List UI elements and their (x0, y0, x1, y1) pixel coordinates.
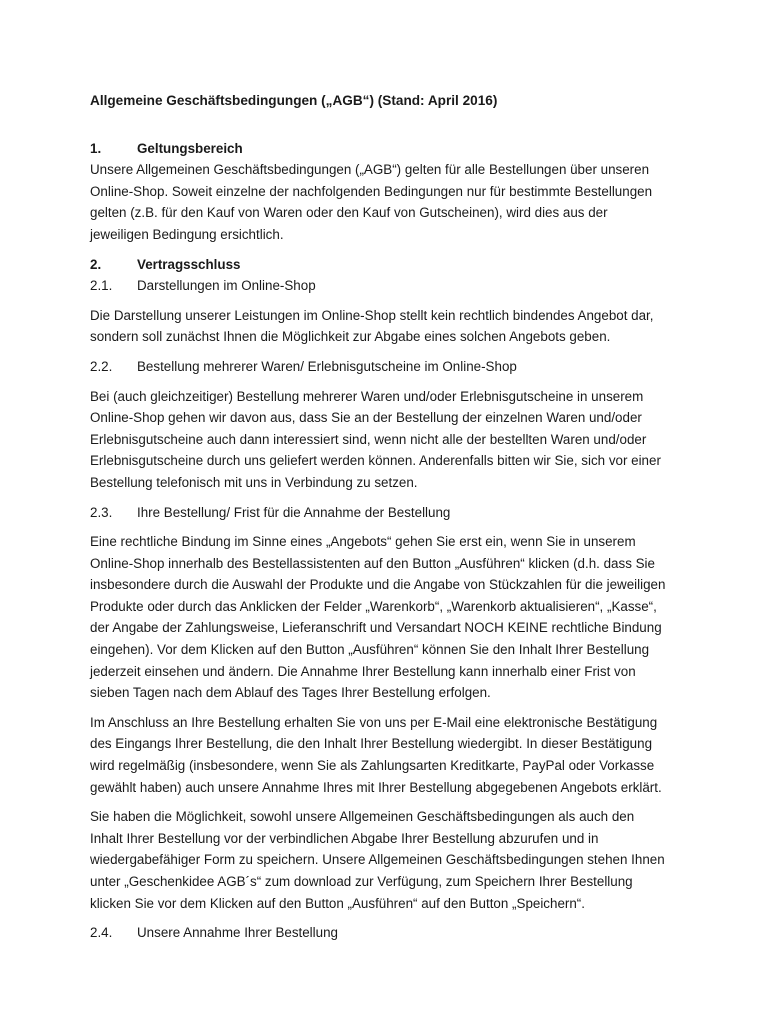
text-line: jeweiligen Bedingung ersichtlich. (90, 226, 284, 242)
text-line: jederzeit einsehen und ändern. Die Annahme Ihrer Bestellung kann innerhalb einer Frist von (90, 663, 636, 679)
text-line: Eine rechtliche Bindung im Sinne eines „Angebots“ gehen Sie erst ein, wenn Sie in unserem (90, 534, 636, 550)
section-1-title: Geltungsbereich (137, 140, 243, 156)
subsection-2-1-title: Darstellungen im Online-Shop (137, 278, 316, 294)
text-line: wiedergabefähiger Form zu speichern. Unsere Allgemeinen Geschäftsbedingungen stehen Ihnen (90, 852, 665, 868)
subsection-2-4-heading (90, 922, 690, 944)
text-line: gelten (z.B. für den Kauf von Waren oder den Kauf von Gutscheinen), wird dies aus der (90, 205, 608, 221)
text-line: Unsere Allgemeinen Geschäftsbedingungen („AGB“) gelten für alle Bestellungen über unseren (90, 162, 650, 178)
section-1-number: 1. (90, 140, 102, 156)
text-line: Bestellung telefonisch mit uns in Verbindung zu setzen. (90, 474, 418, 490)
subsection-2-2-heading (90, 356, 690, 378)
text-line: klicken Sie vor dem Klicken auf den Button „Ausführen“ auf den Button „Speichern“. (90, 895, 585, 911)
section-2-heading (90, 254, 690, 276)
text-line: Sie haben die Möglichkeit, sowohl unsere Allgemeinen Geschäftsbedingungen als auch den (90, 809, 635, 825)
section-2-number: 2. (90, 256, 102, 272)
subsection-2-1-number: 2.1. (90, 278, 113, 294)
text-line: wird regelmäßig (insbesondere, wenn Sie als Zahlungsarten Kreditkarte, PayPal oder Vorkasse (90, 758, 655, 774)
text-line: Erlebnisgutscheine durch uns geliefert werden können. Anderenfalls bitten wir Sie, sich vor einer (90, 453, 661, 469)
text-line: gewählt haben) auch unsere Annahme Ihres mit Ihrer Bestellung abgegebenen Angebots erklärt. (90, 779, 662, 795)
document-title: Allgemeine Geschäftsbedingungen („AGB“) (Stand: April 2016) (90, 93, 498, 108)
text-line: Bei (auch gleichzeitiger) Bestellung mehrerer Waren und/oder Erlebnisgutscheine in unserem (90, 388, 644, 404)
subsection-2-3-title: Ihre Bestellung/ Frist für die Annahme der Bestellung (137, 504, 451, 520)
section-1 (90, 138, 690, 246)
text-line: Online-Shop. Soweit einzelne der nachfolgenden Bedingungen nur für bestimmte Bestellungen (90, 183, 653, 199)
document-body (90, 90, 690, 944)
text-line: Erlebnisgutscheine auch dann interessiert sind, wenn nicht alle der bestellten Waren und/oder (90, 431, 647, 447)
text-line: unter „Geschenkidee AGB´s“ zum download zur Verfügung, zum Speichern Ihrer Bestellung (90, 874, 633, 889)
text-line: eingehen). Vor dem Klicken auf den Button „Ausführen“ können Sie den Inhalt Ihrer Bestellung (90, 642, 650, 658)
section-2-title: Vertragsschluss (137, 256, 241, 272)
section-2 (90, 254, 690, 944)
text-line: Online-Shop gehen wir davon aus, dass Sie an der Bestellung der einzelnen Waren und/oder (90, 410, 642, 426)
subsection-2-3-heading (90, 502, 690, 524)
text-line: Online-Shop innerhalb des Bestellassistenten auf den Button „Ausführen“ klicken (d.h. dass Sie (90, 555, 655, 571)
text-line: sondern soll zunächst Ihnen die Möglichkeit zur Abgabe eines solchen Angebots geben. (90, 329, 611, 345)
subsection-2-2-title: Bestellung mehrerer Waren/ Erlebnisgutscheine im Online-Shop (137, 358, 517, 374)
text-line: Die Darstellung unserer Leistungen im Online-Shop stellt kein rechtlich bindendes Angebot dar, (90, 307, 654, 323)
text-line: insbesondere durch die Auswahl der Produkte und die Angabe von Stückzahlen für die jeweiligen (90, 577, 666, 593)
subsection-2-3-number: 2.3. (90, 504, 113, 520)
section-1-heading (90, 138, 690, 160)
text-line: Im Anschluss an Ihre Bestellung erhalten Sie von uns per E-Mail eine elektronische Bestätigung (90, 714, 658, 730)
text-line: Produkte oder durch das Anklicken der Felder „Warenkorb“, „Warenkorb aktualisieren“, „Kasse“, (90, 598, 657, 614)
text-line: der Angabe der Zahlungsweise, Lieferanschrift und Versandart NOCH KEINE rechtliche Bindung (90, 620, 662, 636)
subsection-2-2-number: 2.2. (90, 358, 113, 374)
text-line: Inhalt Ihrer Bestellung vor der verbindlichen Abgabe Ihrer Bestellung abzurufen und in (90, 830, 599, 846)
subsection-2-1-heading (90, 275, 690, 297)
text-line: des Eingangs Ihrer Bestellung, die den Inhalt Ihrer Bestellung wiedergibt. In dieser Bestätigung (90, 736, 653, 752)
subsection-2-4-title: Unsere Annahme Ihrer Bestellung (137, 925, 338, 941)
text-line: sieben Tagen nach dem Ablauf des Tages Ihrer Bestellung erfolgen. (90, 685, 491, 701)
subsection-2-4-number: 2.4. (90, 925, 113, 941)
